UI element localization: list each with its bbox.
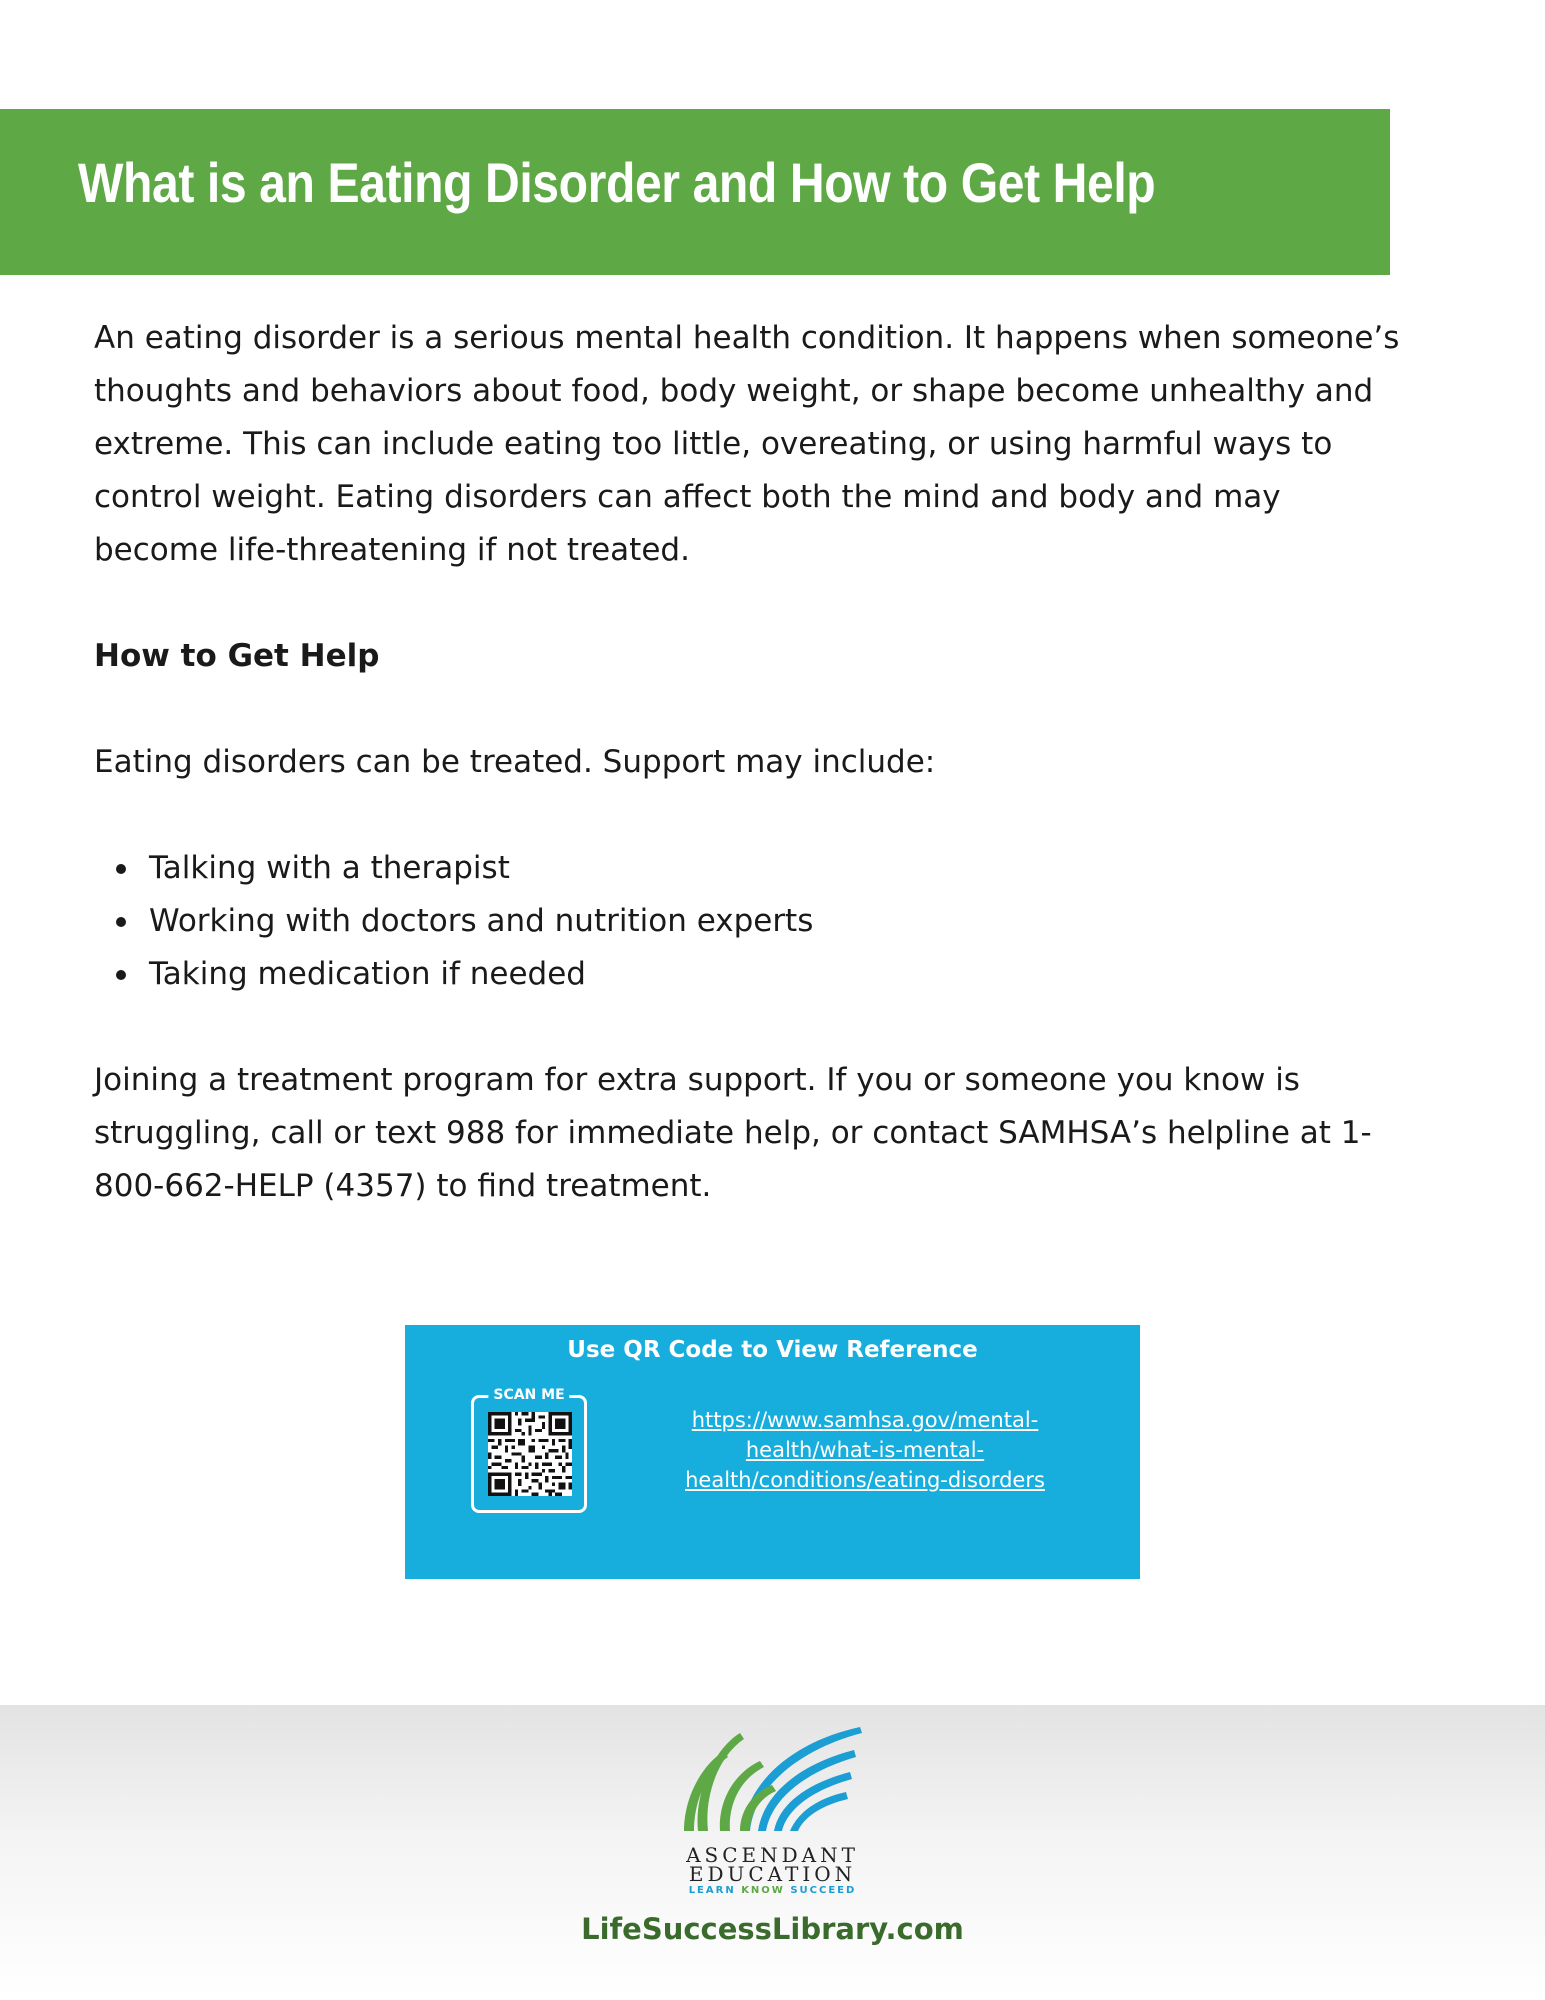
list-item-text: Taking medication if needed [149, 956, 586, 992]
ascendant-education-logo [680, 1727, 865, 1897]
support-intro: Eating disorders can be treated. Support may include: [94, 744, 936, 780]
closing-paragraph: Joining a treatment program for extra support. If you or someone you know is struggling, call or text 988 for immediate help, or contact SAMHSA’s helpline at 1-800-662-HELP (4357) to find treatment. [94, 1062, 1372, 1204]
logo-text-ascendant: ASCENDANT [686, 1843, 859, 1867]
scan-me-label: SCAN ME [488, 1386, 569, 1404]
footer-website-link[interactable]: LifeSuccessLibrary.com [581, 1912, 964, 1946]
tagline-learn: LEARN [688, 1885, 736, 1896]
list-item [149, 842, 1424, 895]
main-content [94, 312, 1424, 1213]
logo-tagline [680, 1885, 865, 1897]
support-list [94, 842, 1424, 1001]
bullet-icon [116, 917, 126, 927]
qr-code-icon[interactable] [488, 1412, 572, 1496]
footer [0, 1705, 1545, 2000]
tagline-succeed: SUCCEED [790, 1885, 857, 1896]
help-heading: How to Get Help [94, 638, 380, 674]
list-item [149, 948, 1424, 1001]
reference-heading: Use QR Code to View Reference [567, 1337, 978, 1363]
intro-paragraph: An eating disorder is a serious mental health condition. It happens when someone’s thoughts and behaviors about food, body weight, or shape become unhealthy and extreme. This can include eating too little, overeating, or using harmful ways to control weight. Eating disorders can affect both the mind and body and may become life-threatening if not treated. [94, 320, 1400, 568]
logo-text-education: EDUCATION [688, 1862, 857, 1886]
bullet-icon [116, 864, 126, 874]
title-banner [0, 109, 1390, 275]
logo-arches-icon [680, 1727, 865, 1837]
page-title: What is an Eating Disorder and How to Get Help [78, 151, 1156, 214]
reference-link[interactable]: https://www.samhsa.gov/mental-health/what-is-mental-health/conditions/eating-disorders [685, 1408, 1045, 1492]
bullet-icon [116, 970, 126, 980]
list-item [149, 895, 1424, 948]
reference-box [405, 1325, 1140, 1579]
qr-frame [471, 1387, 587, 1513]
tagline-know: KNOW [741, 1885, 785, 1896]
list-item-text: Working with doctors and nutrition experts [149, 903, 814, 939]
list-item-text: Talking with a therapist [149, 850, 510, 886]
